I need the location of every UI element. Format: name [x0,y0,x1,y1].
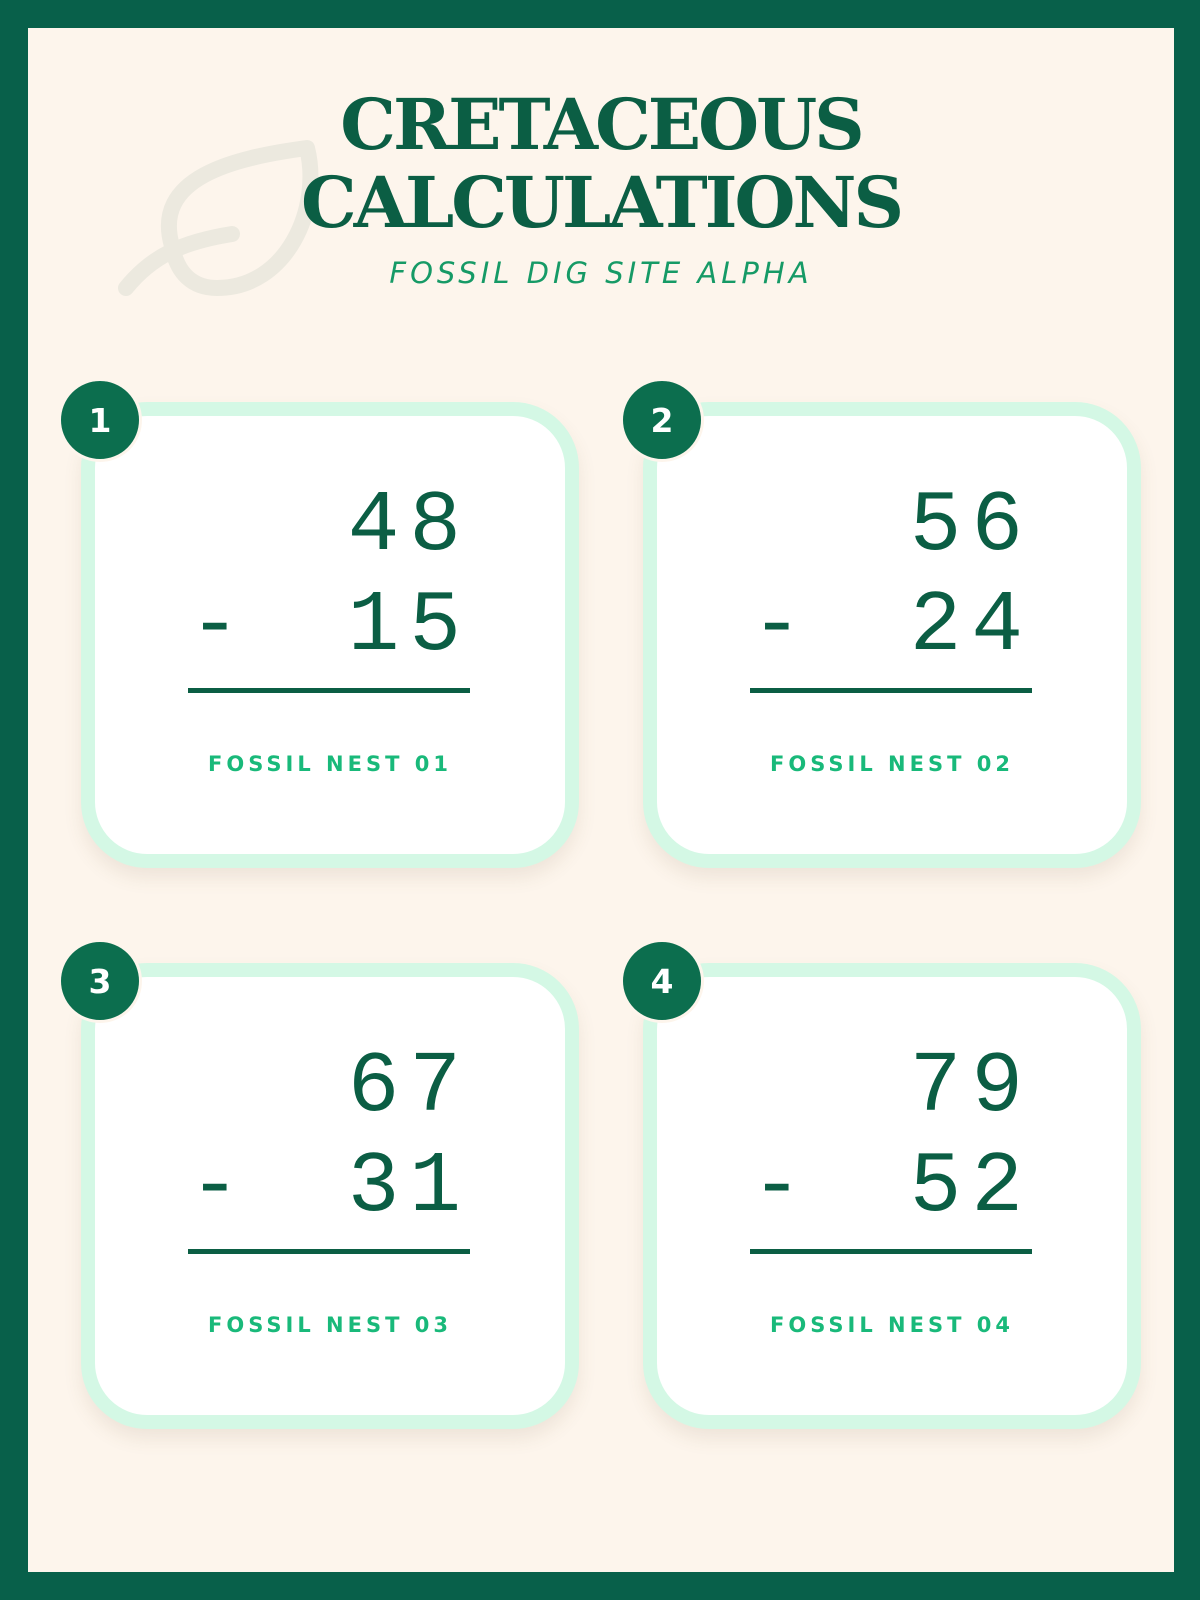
card-label: FOSSIL NEST 02 [770,752,1014,776]
subtrahend-row [189,1137,471,1237]
title-line-1: CRETACEOUS [340,83,862,166]
minuend: 67 [347,1038,471,1136]
problem-number-badge-2: 2 [620,378,704,462]
subtrahend-row [189,576,471,676]
subtraction-problem [751,1037,1033,1237]
subtrahend: 24 [909,577,1033,675]
answer-line [750,688,1032,693]
card-label: FOSSIL NEST 01 [208,752,452,776]
minus-sign: - [189,1138,241,1236]
problem-card-2 [643,402,1141,868]
minus-sign: - [751,1138,803,1236]
problem-card-4 [643,963,1141,1429]
card-label: FOSSIL NEST 04 [770,1313,1014,1337]
subtraction-problem [751,476,1033,676]
problem-card-1 [81,402,579,868]
minuend: 79 [909,1038,1033,1136]
answer-line [188,1249,470,1254]
subtrahend: 31 [347,1138,471,1236]
subtraction-problem [189,1037,471,1237]
problem-card-3 [81,963,579,1429]
problem-number-badge-3: 3 [58,939,142,1023]
answer-line [750,1249,1032,1254]
minuend: 56 [909,477,1033,575]
page-subtitle: FOSSIL DIG SITE ALPHA [389,256,813,290]
page-title [28,83,1174,244]
minuend: 48 [347,477,471,575]
subtraction-problem [189,476,471,676]
subtrahend-row [751,1137,1033,1237]
answer-line [188,688,470,693]
minus-sign: - [189,577,241,675]
card-label: FOSSIL NEST 03 [208,1313,452,1337]
subtrahend: 52 [909,1138,1033,1236]
problem-number-badge-1: 1 [58,378,142,462]
title-line-2: CALCULATIONS [300,161,902,244]
subtrahend: 15 [347,577,471,675]
minus-sign: - [751,577,803,675]
problem-number-badge-4: 4 [620,939,704,1023]
subtrahend-row [751,576,1033,676]
worksheet-page [28,28,1174,1572]
